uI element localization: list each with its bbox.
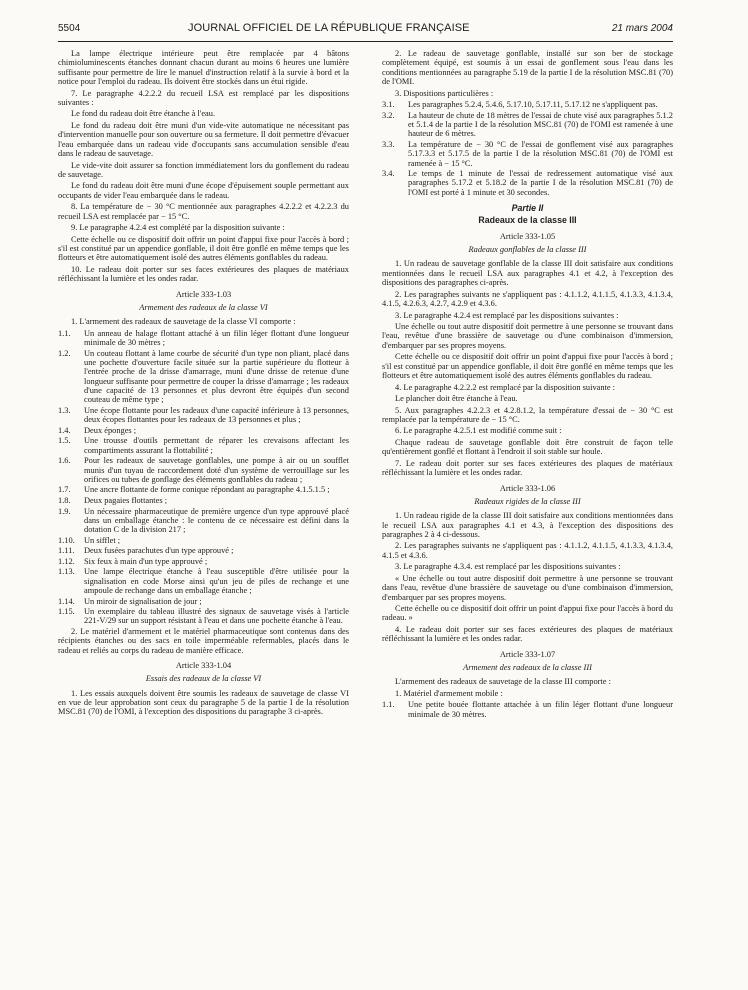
list-item	[382, 111, 673, 139]
paragraph: 3. Dispositions particulières :	[395, 88, 494, 98]
list-item	[58, 485, 349, 494]
item-number: 1.1.	[58, 328, 71, 338]
paragraph: Cette échelle ou ce dispositif doit offrir un point d'appui fixe pour l'accès à bord du radeau. »	[382, 604, 673, 623]
article-subtitle: Radeaux rigides de la classe III	[474, 496, 581, 506]
item-number: 3.3.	[382, 139, 395, 149]
journal-title: JOURNAL OFFICIEL DE LA RÉPUBLIQUE FRANÇAISE	[188, 22, 470, 34]
list-item	[58, 567, 349, 595]
article-heading: Article 333-1.03	[175, 289, 232, 299]
list-item	[382, 140, 673, 168]
article-subtitle: Radeaux gonflables de la classe III	[468, 245, 587, 255]
item-text: Une trousse d'outils permettant de réparer les crevaisons affectant les compartiments assurant la flottabilité ;	[84, 436, 349, 455]
item-number: 3.4.	[382, 169, 395, 179]
item-number: 1.6.	[58, 456, 71, 466]
item-number: 1.3.	[58, 405, 71, 415]
item-text: Une lampe électrique étanche à l'eau susceptible d'être utilisée pour la signalisation en code Morse ainsi qu'un jeu de piles de rechange et une ampoule de rechange dans un emballage étanche ;	[84, 567, 349, 595]
item-number: 1.4.	[58, 425, 71, 435]
paragraph: « Une échelle ou tout autre dispositif doit permettre à une personne se trouvant dans l'eau, revêtue d'une brassière de sauvetage ou d'une combinaison d'immersion, d'embarquer par ses propres moyens.	[382, 573, 673, 602]
paragraph: 2. Le matériel d'armement et le matériel pharmaceutique sont contenus dans des récipients étanches ou des sacs en toile imperméable refermables, placés dans le radeau et reliés au corps du radeau de manière efficace.	[58, 626, 349, 655]
page-header	[58, 20, 673, 42]
list-item	[58, 607, 349, 626]
paragraph: 4. Le paragraphe 4.2.2.2 est remplacé par la disposition suivante :	[395, 382, 616, 392]
item-number: 1.8.	[58, 495, 71, 505]
paragraph: 1. Un radeau de sauvetage gonflable de la classe III doit satisfaire aux conditions mentionnées dans le recueil LSA aux paragraphes 4.1 et 4.2, à l'exception des dispositions des paragraphes ci-après.	[382, 259, 673, 288]
list-item	[58, 426, 349, 435]
paragraph: L'armement des radeaux de sauvetage de la classe III comporte :	[395, 677, 611, 687]
item-number: 1.15.	[58, 607, 75, 617]
page-number: 5504	[58, 23, 81, 34]
list-item	[58, 406, 349, 425]
list-item	[58, 349, 349, 405]
item-text: Un exemplaire du tableau illustré des signaux de sauvetage visés à l'article 221-V/29 sur un support résistant à l'eau et dans une pochette étanche à l'eau.	[84, 607, 349, 626]
item-text: Deux pagaies flottantes ;	[84, 495, 168, 505]
paragraph: 4. Le radeau doit porter sur ses faces extérieures des plaques de matériaux réfléchissant la lumière et les ondes radar.	[382, 624, 673, 644]
item-number: 3.1.	[382, 100, 395, 110]
article-subtitle: Armement des radeaux de la classe VI	[139, 302, 268, 312]
paragraph: Le plancher doit être étanche à l'eau.	[395, 394, 518, 404]
item-text: La hauteur de chute de 18 mètres de l'essai de chute visé aux paragraphes 5.1.2 et 5.1.4 de la partie I de la résolution MSC.81 (70) de l'OMI est ramenée à une hauteur de 6 mètres.	[408, 110, 673, 139]
left-column	[58, 49, 349, 984]
item-text: Un couteau flottant à lame courbe de sécurité d'un type non pliant, placé dans une pochette d'ouverture facile située sur la partie supérieure du flotteur à l'entrée proche de la drisse d'amarrage, muni d'une drisse de retenue d'une longueur suffisante pour permettre de couper la drisse d'amarrage ; les radeaux d'une capacité de 13 personnes et plus devront être équipés d'un second couteau de même type ;	[84, 348, 349, 405]
part-heading: Partie II	[511, 203, 544, 214]
paragraph: 3. Le paragraphe 4.3.4. est remplacé par les dispositions suivantes :	[395, 562, 621, 572]
list-item	[58, 436, 349, 455]
paragraph: Le fond du radeau doit être étanche à l'eau.	[71, 109, 216, 119]
item-text: Six feux à main d'un type approuvé ;	[84, 556, 208, 566]
list-item	[58, 456, 349, 484]
list-item	[58, 557, 349, 566]
issue-date: 21 mars 2004	[611, 23, 673, 34]
item-number: 1.13.	[58, 567, 75, 577]
paragraph: La lampe électrique intérieure peut être remplacée par 4 bâtons chimioluminescents étanches donnant chacun durant au moins 6 heures une lumière suffisante pour permettre de lire le manuel d'instruction relatif à la survie à bord et la notice pour l'emploi du radeau. Ils doivent être stockés dans un étui rigide.	[58, 49, 349, 87]
article-heading: Article 333-1.05	[499, 231, 556, 241]
item-number: 1.2.	[58, 348, 71, 358]
list-item	[382, 100, 673, 109]
paragraph: Le fond du radeau doit être muni d'une écope d'épuisement souple permettant aux occupants de vider l'eau embarquée dans le radeau.	[58, 181, 349, 200]
paragraph: 7. Le paragraphe 4.2.2.2 du recueil LSA est remplacé par les dispositions suivantes :	[58, 88, 349, 107]
list-item	[58, 546, 349, 555]
item-text: Un miroir de signalisation de jour ;	[84, 596, 202, 606]
item-number: 1.7.	[58, 485, 71, 495]
paragraph: 2. Les paragraphes suivants ne s'appliquent pas : 4.1.1.2, 4.1.1.5, 4.1.3.3, 4.1.3.4, 4.1.5 et 4.3.6.	[382, 541, 673, 560]
item-text: La température de − 30 °C de l'essai de gonflement visé aux paragraphes 5.17.3.3 et 5.17.5 de la partie I de la résolution MSC.81 (70) de l'OMI est ramenée à − 15 °C.	[408, 139, 673, 168]
header-rule	[58, 41, 673, 42]
paragraph: 3. Le paragraphe 4.2.4 est remplacé par les dispositions suivantes :	[395, 310, 619, 320]
item-text: Un nécessaire pharmaceutique de première urgence d'un type approuvé placé dans un emballage étanche : le contenu de ce nécessaire est défini dans la dotation C de la division 217 ;	[84, 506, 349, 535]
list-item	[382, 169, 673, 197]
paragraph: 2. Le radeau de sauvetage gonflable, installé sur son ber de stockage complètement équipé, est soumis à un essai de gonflement sous l'eau dans les conditions mentionnées au paragraphe 5.19 de la partie I de la résolution MSC.81 (70) de l'OMI.	[382, 49, 673, 87]
article-subtitle: Armement des radeaux de la classe III	[463, 663, 592, 672]
paragraph: 6. Le paragraphe 4.2.5.1 est modifié comme suit :	[395, 426, 562, 436]
paragraph: 10. Le radeau doit porter sur ses faces extérieures des plaques de matériaux réfléchissant la lumière et les ondes radar.	[58, 264, 349, 284]
paragraph: Cette échelle ou ce dispositif doit offrir un point d'appui fixe pour l'accès à bord ; s'il est constitué par un appendice gonflable, il doit être gonflé en même temps que les flotteurs et être automatiquement isolé des autres éléments gonflables du radeau.	[382, 352, 673, 380]
paragraph: 9. Le paragraphe 4.2.4 est complété par la disposition suivante :	[71, 223, 285, 233]
part-title: Radeaux de la classe III	[478, 215, 577, 226]
list-item	[58, 536, 349, 545]
article-heading: Article 333-1.06	[499, 483, 556, 493]
list-item	[58, 329, 349, 348]
item-number: 3.2.	[382, 110, 395, 120]
paragraph: Une échelle ou tout autre dispositif doit permettre à une personne se trouvant dans l'eau, revêtue d'une brassière de sauvetage ou d'une combinaison d'immersion, d'embarquer par ses propres moyens.	[382, 322, 673, 350]
item-text: Le temps de 1 minute de l'essai de redressement automatique visé aux paragraphes 5.17.2 et 5.18.2 de la partie I de la résolution MSC.81 (70) de l'OMI est porté à 1 minute et 30 secondes.	[408, 169, 673, 197]
paragraph: 2. Les paragraphes suivants ne s'appliquent pas : 4.1.1.2, 4.1.1.5, 4.1.3.3, 4.1.3.4, 4.1.5, 4.2.6.3, 4.2.7, 4.2.9 et 4.3.6.	[382, 289, 673, 309]
item-text: Un anneau de halage flottant attaché à un filin léger flottant d'une longueur minimale de 30 mètres ;	[84, 328, 349, 348]
item-number: 1.9.	[58, 506, 71, 516]
item-text: Une écope flottante pour les radeaux d'une capacité inférieure à 13 personnes, deux écopes flottantes pour les radeaux de 13 personnes et plus ;	[84, 405, 349, 425]
paragraph: 1. L'armement des radeaux de sauvetage de la classe VI comporte :	[71, 317, 296, 327]
item-text: Un sifflet ;	[84, 535, 121, 545]
item-text: Les paragraphes 5.2.4, 5.4.6, 5.17.10, 5.17.11, 5.17.12 ne s'appliquent pas.	[408, 100, 658, 110]
list-item	[58, 597, 349, 606]
item-number: 1.11.	[58, 546, 75, 556]
article-subtitle: Essais des radeaux de la classe VI	[145, 674, 262, 684]
list-item	[58, 507, 349, 535]
paragraph: 1. Les essais auxquels doivent être soumis les radeaux de sauvetage de classe VI en vue de leur approbation sont ceux du paragraphe 5 de la partie I de la résolution MSC.81 (70) de l'OMI, à l'exception des dispositions du paragraphe 3 ci-après.	[58, 688, 349, 717]
paragraph: 5. Aux paragraphes 4.2.2.3 et 4.2.8.1.2, la température d'essai de − 30 °C est remplacée par la température de − 15 °C.	[382, 405, 673, 424]
paragraph: 1. Matériel d'armement mobile :	[395, 688, 503, 698]
item-text: Une petite bouée flottante attachée à un filin léger flottant d'une longueur minimale de 30 mètres.	[408, 700, 673, 719]
item-text: Pour les radeaux de sauvetage gonflables, une pompe à air ou un soufflet munis d'un tuyau de raccordement doté d'un système de verrouillage sur les orifices ou tubes de gonflage des éléments gonflables du radeau ;	[84, 456, 349, 484]
paragraph: Le fond du radeau doit être muni d'un vide-vite automatique ne nécessitant pas d'intervention manuelle pour son ouverture ou sa fermeture. Il doit permettre d'évacuer l'eau embarquée dans un radeau vide d'occupants sans accumulation sensible d'eau dans le radeau de sauvetage.	[58, 120, 349, 158]
item-number: 1.14.	[58, 596, 75, 606]
article-heading: Article 333-1.07	[499, 649, 556, 659]
list-item	[382, 700, 673, 719]
item-text: Deux fusées parachutes d'un type approuvé ;	[84, 546, 234, 556]
item-number: 1.10.	[58, 535, 75, 545]
paragraph: Chaque radeau de sauvetage gonflable doit être construit de façon telle qu'entièrement gonflé et flottant à l'endroit il soit stable sur houle.	[382, 438, 673, 457]
item-number: 1.5.	[58, 436, 71, 446]
right-column	[382, 49, 673, 984]
paragraph: Le vide-vite doit assurer sa fonction immédiatement lors du gonflement du radeau de sauvetage.	[58, 160, 349, 179]
paragraph: Cette échelle ou ce dispositif doit offrir un point d'appui fixe pour l'accès à bord ; s'il est constitué par un appendice gonflable, il doit être gonflé en même temps que les flotteurs et être automatiquement isolé des autres éléments gonflables du radeau.	[58, 234, 349, 263]
article-heading: Article 333-1.04	[175, 660, 232, 670]
paragraph: 1. Un radeau rigide de la classe III doit satisfaire aux conditions mentionnées dans le recueil LSA aux paragraphes 4.1 et 4.3, à l'exception des dispositions des paragraphes 2 à 4 ci-dessous.	[382, 511, 673, 539]
item-text: Une ancre flottante de forme conique répondant au paragraphe 4.1.5.1.5 ;	[84, 485, 330, 495]
paragraph: 7. Le radeau doit porter sur ses faces extérieures des plaques de matériaux réfléchissant la lumière et les ondes radar.	[382, 458, 673, 478]
item-number: 1.1.	[382, 700, 395, 710]
item-text: Deux éponges ;	[84, 425, 137, 435]
item-number: 1.12.	[58, 556, 75, 566]
paragraph: 8. La température de − 30 °C mentionnée aux paragraphes 4.2.2.2 et 4.2.2.3 du recueil LSA est remplacée par − 15 °C.	[58, 202, 349, 221]
list-item	[58, 496, 349, 505]
